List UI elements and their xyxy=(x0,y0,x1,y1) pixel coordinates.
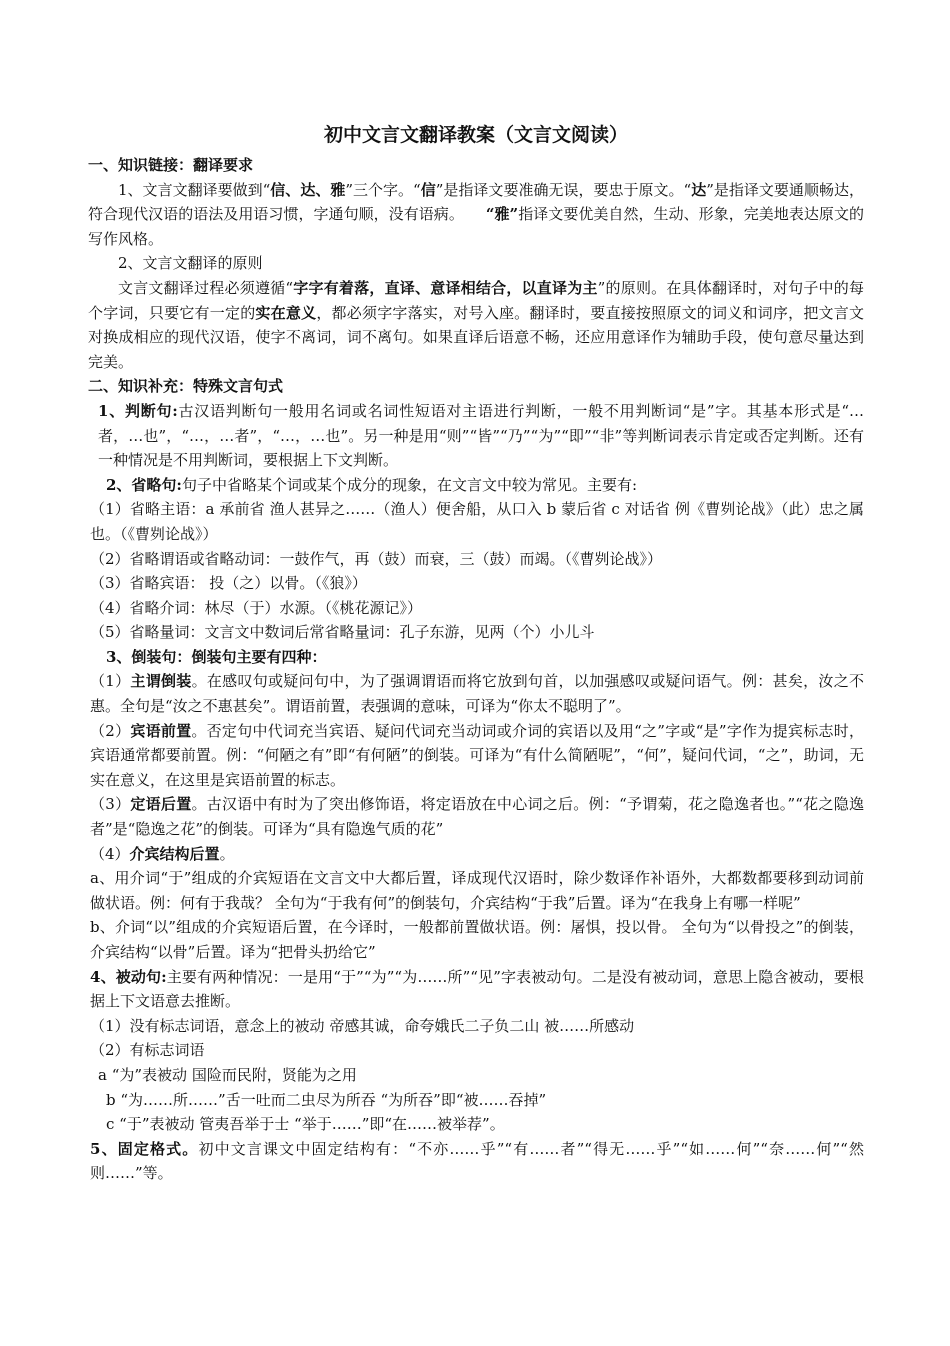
subheading-translation-principles: 2、文言文翻译的原则 xyxy=(118,254,263,273)
paragraph-translation-principles xyxy=(88,276,864,374)
list-item-omission-1: （1）省略主语：a 承前省 渔人甚异之……（渔人）便舍船，从口入 b 蒙后省 c 对话省 例《曹刿论战》（此）忠之属也。（《曹刿论战》） xyxy=(90,500,864,543)
list-item-omission-2: （2）省略谓语或省略动词：一鼓作气，再（鼓）而衰，三（鼓）而竭。（《曹刿论战》） xyxy=(90,549,663,568)
text-run-bold: “雅” xyxy=(485,205,519,224)
subheading-inversion: 3、倒装句：倒装句主要有四种： xyxy=(106,647,327,666)
text-run: 古汉语判断句一般用名词或名词性短语对主语进行判断，一般不用判断词“是”字。其基本形式是“…者，…也”，“…，…者”，“…，…也”。另一种是用“则”“皆”“乃”“为”“即”“非”等判断词表示肯定或否定判断。还有一种情况是不用判断词，要根据上下文判断。 xyxy=(98,401,864,470)
item-label: 1、判断句: xyxy=(98,401,178,420)
text-run: （3） xyxy=(90,795,131,814)
paragraph-object-preposing xyxy=(88,719,864,793)
item-label: 定语后置 xyxy=(130,795,192,814)
text-run: ”是指译文要通顺畅达，符合现代汉语的语法及用语习惯，字通句顺，没有语病。 xyxy=(88,180,864,224)
item-label: 5、固定格式。 xyxy=(90,1139,199,1158)
list-item-omission-3: （3）省略宾语： 投（之）以骨。（《狼》） xyxy=(90,574,367,593)
text-run: ，都必须字字落实，对号入座。翻译时，要直接按照原文的词义和词序，把文言文对换成相应的现代汉语，使字不离词，词不离句。如果直译后语意不畅，还应用意译作为辅助手段，使句意尽量达到完美。 xyxy=(88,303,864,371)
text-run: 。古汉语中有时为了突出修饰语，将定语放在中心词之后。例：“予谓菊，花之隐逸者也。”“花之隐逸者”是“隐逸之花”的倒装。可译为“具有隐逸气质的花” xyxy=(90,795,864,839)
text-run: 主要有两种情况：一是用“于”“为”“为……所”“见”字表被动句。二是没有被动词，意思上隐含被动，要根据上下文语意去推断。 xyxy=(90,967,864,1011)
text-run: ”的原则。在具体翻译时，对句子中的每个字词，只要它有一定的 xyxy=(88,278,864,322)
section-heading-1: 一、知识链接：翻译要求 xyxy=(88,156,254,174)
paragraph-fixed-format xyxy=(88,1137,864,1186)
text-run-bold: 信 xyxy=(420,180,436,199)
item-label: 主谓倒装 xyxy=(130,672,192,691)
paragraph-judgment-sentence xyxy=(88,399,864,473)
list-item-passive-2: （2）有标志词语 xyxy=(90,1041,205,1060)
text-run-bold: 信、达、雅 xyxy=(270,180,346,199)
text-run: 。 xyxy=(219,844,235,863)
text-run: ”三个字。“ xyxy=(345,180,421,199)
text-run-bold: 实在意义 xyxy=(255,303,317,322)
text-run: 。在感叹句或疑问句中，为了强调谓语而将它放到句首，以加强感叹或疑问语气。例：甚矣，汝之不惠。全句是“汝之不惠甚矣”。谓语前置，表强调的意味，可译为“你太不聪明了”。 xyxy=(90,672,864,716)
text-run: 句子中省略某个词或某个成分的现象，在文言文中较为常见。主要有: xyxy=(181,475,638,494)
list-item-passive-1: （1）没有标志词语，意念上的被动 帝感其诚，命夸娥氏二子负二山 被……所感动 xyxy=(90,1016,635,1035)
text-run: 。否定句中代词充当宾语、疑问代词充当动词或介词的宾语以及用“之”字或“是”字作为提宾标志时，宾语通常都要前置。例：“何陋之有”即“有何陋”的倒装。可译为“有什么简陋呢”，“何”，疑问代词，“之”，助词，无实在意义，在这里是宾语前置的标志。 xyxy=(90,721,864,789)
text-run-bold: 字字有着落，直译、意译相结合，以直译为主 xyxy=(293,278,598,297)
section-heading-2: 二、知识补充：特殊文言句式 xyxy=(88,377,284,396)
text-run-bold: 达 xyxy=(691,180,707,199)
paragraph-omission-sentence xyxy=(88,473,864,498)
text-run: （4） xyxy=(90,844,130,863)
page-title: 初中文言文翻译教案（文言文阅读） xyxy=(323,124,628,146)
text-run: 指译文要优美自然，生动、形象，完美地表达原文的写作风格。 xyxy=(88,205,864,248)
text-run: 1、文言文翻译要做到“ xyxy=(118,180,271,199)
item-label: 宾语前置 xyxy=(130,721,192,740)
document-body xyxy=(88,121,864,1186)
list-item-omission-4: （4）省略介词：林尽（于）水源。（《桃花源记》） xyxy=(90,598,423,617)
paragraph-attributive-postposing xyxy=(88,792,864,841)
list-item-passive-a: a “为”表被动 国险而民附，贤能为之用 xyxy=(98,1065,357,1084)
paragraph-translation-requirements xyxy=(88,178,864,252)
text-run: 文言文翻译过程必须遵循“ xyxy=(118,278,294,297)
item-label: 2、省略句: xyxy=(106,475,182,494)
paragraph-subject-predicate-inversion xyxy=(88,669,864,718)
text-run: ”是指译文要准确无误，要忠于原文。“ xyxy=(435,180,692,199)
text-run: （2） xyxy=(90,721,131,740)
item-label: 介宾结构后置 xyxy=(129,844,220,863)
list-item-passive-c: c “于”表被动 管夷吾举于士 “举于……”即“在……被举荐”。 xyxy=(106,1115,505,1134)
paragraph-prepositional-postposing xyxy=(88,842,864,867)
text-run: 初中文言课文中固定结构有：“不亦……乎”“有……者”“得无……乎”“如……何”“奈……何”“然则……”等。 xyxy=(90,1139,864,1183)
list-item-prepositional-a: a、用介词“于”组成的介宾短语在文言文中大都后置，译成现代汉语时，除少数译作补语外，大都数都要移到动词前做状语。例：何有于我哉？ 全句为“于我有何”的倒装句，介宾结构“于我”后置。译为“在我身上有哪一样呢” xyxy=(90,869,864,912)
list-item-passive-b: b “为……所……”舌一吐而二虫尽为所吞 “为所吞”即“被……吞掉” xyxy=(106,1090,547,1109)
text-run: （1） xyxy=(90,672,131,691)
item-label: 4、被动句: xyxy=(90,967,167,986)
paragraph-passive-sentence xyxy=(88,965,864,1014)
list-item-omission-5: （5）省略量词：文言文中数词后常省略量词：孔子东游，见两（个）小儿斗 xyxy=(90,623,595,642)
list-item-prepositional-b: b、介词“以”组成的介宾短语后置，在今译时，一般都前置做状语。例：屠惧，投以骨。 全句为“以骨投之”的倒装，介宾结构“以骨”后置。译为“把骨头扔给它” xyxy=(90,918,864,961)
